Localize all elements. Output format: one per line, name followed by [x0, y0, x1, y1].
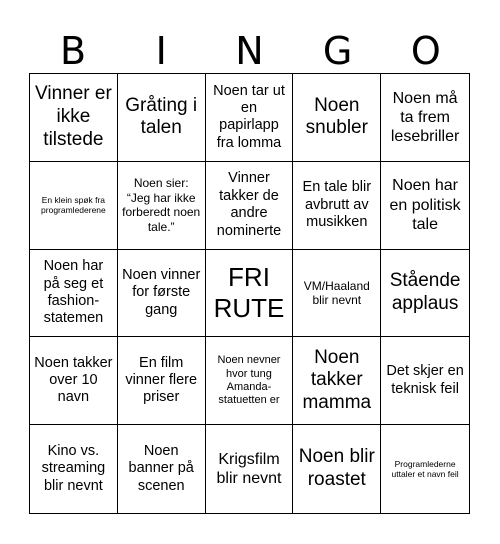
bingo-cell[interactable]: Noen banner på scenen — [118, 425, 206, 513]
bingo-cell[interactable]: Noen sier: “Jeg har ikke forberedt noen tale.” — [118, 162, 206, 250]
bingo-cell[interactable]: En tale blir avbrutt av musikken — [293, 162, 381, 250]
header-letter-b: B — [60, 29, 87, 73]
bingo-cell[interactable]: Noen blir roastet — [293, 425, 381, 513]
header-letter-n: N — [235, 29, 264, 73]
bingo-cell[interactable]: Gråting i talen — [118, 74, 206, 162]
bingo-cell[interactable]: Krigsfilm blir nevnt — [206, 425, 294, 513]
bingo-cell[interactable]: Noen snubler — [293, 74, 381, 162]
bingo-cell[interactable]: Noen tar ut en papirlapp fra lomma — [206, 74, 294, 162]
bingo-cell[interactable]: En film vinner flere priser — [118, 337, 206, 425]
header-letter-i: I — [155, 29, 167, 73]
header-letter-g: G — [322, 29, 353, 73]
bingo-cell[interactable]: En klein spøk fra programlederene — [30, 162, 118, 250]
bingo-header — [29, 30, 470, 73]
bingo-card — [29, 73, 470, 514]
bingo-cell[interactable]: Noen må ta frem lesebriller — [381, 74, 469, 162]
bingo-cell[interactable]: Noen har en politisk tale — [381, 162, 469, 250]
bingo-cell[interactable]: Noen takker mamma — [293, 337, 381, 425]
bingo-cell[interactable]: Det skjer en teknisk feil — [381, 337, 469, 425]
bingo-cell[interactable]: Noen nevner hvor tung Amanda-statuetten er — [206, 337, 294, 425]
bingo-cell[interactable]: VM/Haaland blir nevnt — [293, 250, 381, 338]
bingo-cell[interactable]: Noen har på seg et fashion-statemen — [30, 250, 118, 338]
free-space-cell[interactable]: FRI RUTE — [206, 250, 294, 338]
bingo-cell[interactable]: Vinner er ikke tilstede — [30, 74, 118, 162]
bingo-cell[interactable]: Kino vs. streaming blir nevnt — [30, 425, 118, 513]
bingo-cell[interactable]: Noen vinner for første gang — [118, 250, 206, 338]
bingo-cell[interactable]: Stående applaus — [381, 250, 469, 338]
bingo-cell[interactable]: Vinner takker de andre nominerte — [206, 162, 294, 250]
header-letter-o: O — [410, 29, 441, 73]
bingo-cell[interactable]: Noen takker over 10 navn — [30, 337, 118, 425]
bingo-cell[interactable]: Programlederne uttaler et navn feil — [391, 458, 459, 480]
